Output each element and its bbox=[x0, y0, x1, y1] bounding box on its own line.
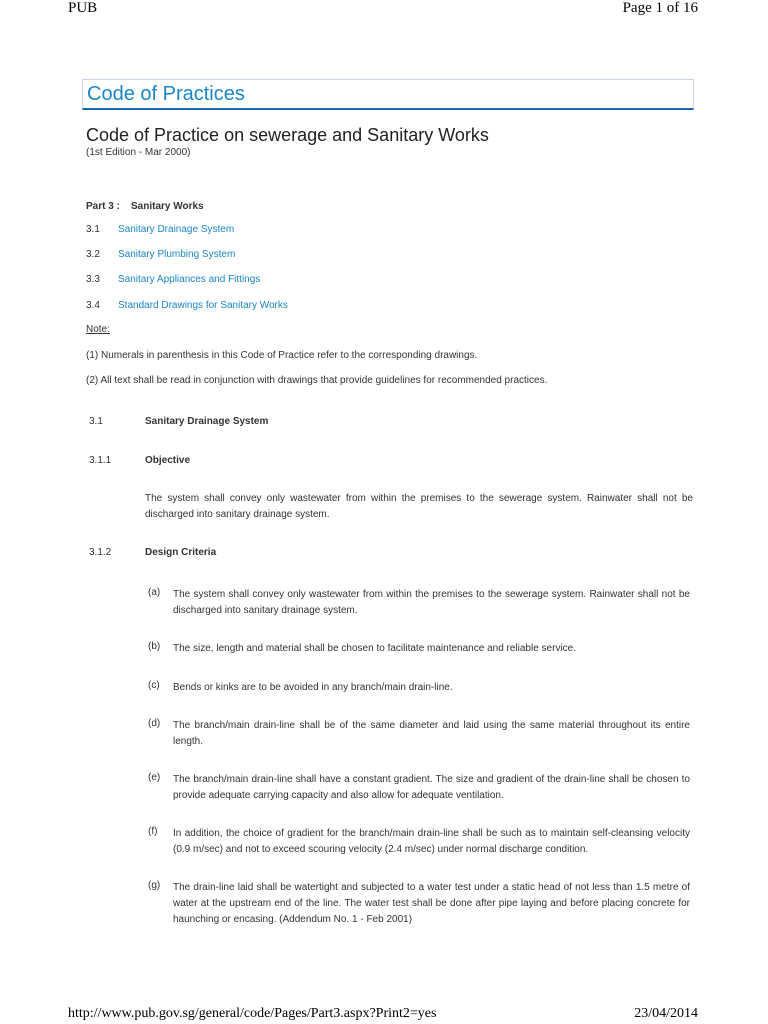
subsection-number: 3.1.1 bbox=[89, 455, 112, 466]
toc-num: 3.2 bbox=[86, 249, 100, 260]
list-item-text: The branch/main drain-line shall have a constant gradient. The size and gradient of the drain-line shall be chosen to provide adequate carrying capacity and also allow for adequate ventilation. bbox=[173, 774, 690, 801]
toc-num: 3.3 bbox=[86, 274, 100, 285]
list-item-text: In addition, the choice of gradient for the branch/main drain-line shall be such as to maintain self-cleansing velocity (0.9 m/sec) and not to exceed scouring velocity (2.4 m/sec) under normal discharge condition. bbox=[173, 828, 690, 855]
list-marker: (f) bbox=[148, 826, 158, 837]
list-marker: (a) bbox=[148, 587, 161, 598]
part-title: Sanitary Works bbox=[131, 201, 204, 212]
subsection-title: Objective bbox=[145, 455, 191, 466]
list-marker: (g) bbox=[148, 880, 161, 891]
document-edition: (1st Edition - Mar 2000) bbox=[86, 147, 191, 158]
note-item: (2) All text shall be read in conjunction with drawings that provide guidelines for recommended practices. bbox=[86, 375, 548, 386]
list-item-text: Bends or kinks are to be avoided in any branch/main drain-line. bbox=[173, 682, 453, 693]
subsection-title: Design Criteria bbox=[145, 547, 217, 558]
document-title: Code of Practice on sewerage and Sanitary Works bbox=[86, 125, 489, 145]
list-item-text: The system shall convey only wastewater from within the premises to the sewerage system. Rainwater shall not be discharged into sanitary drainage system. bbox=[173, 589, 690, 616]
note-label: Note: bbox=[86, 324, 110, 335]
objective-paragraph: The system shall convey only wastewater from within the premises to the sewerage system. Rainwater shall not be discharged into sanitary drainage system. bbox=[145, 493, 693, 520]
toc-link-standard-drawings[interactable]: Standard Drawings for Sanitary Works bbox=[118, 300, 288, 311]
section-title: Sanitary Drainage System bbox=[145, 416, 269, 427]
list-marker: (d) bbox=[148, 718, 161, 729]
list-marker: (e) bbox=[148, 772, 161, 783]
list-item-text: The branch/main drain-line shall be of the same diameter and laid using the same material throughout its entire length. bbox=[173, 720, 690, 747]
list-marker: (b) bbox=[148, 641, 161, 652]
banner-title: Code of Practices bbox=[87, 83, 245, 105]
print-date: 23/04/2014 bbox=[634, 1006, 698, 1021]
section-banner bbox=[82, 79, 694, 110]
list-item-text: The drain-line laid shall be watertight and subjected to a water test under a static head of not less than 1.5 metre of water at the upstream end of the line. The water test shall be done after pipe laying and before placing concrete for haunching or encasing. (Addendum No. 1 - Feb 2001) bbox=[173, 882, 690, 925]
note-item: (1) Numerals in parenthesis in this Code of Practice refer to the corresponding drawings. bbox=[86, 350, 478, 361]
subsection-number: 3.1.2 bbox=[89, 547, 112, 558]
toc-num: 3.4 bbox=[86, 300, 100, 311]
toc-num: 3.1 bbox=[86, 224, 100, 235]
list-item-text: The size, length and material shall be chosen to facilitate maintenance and reliable service. bbox=[173, 643, 577, 654]
page-indicator: Page 1 of 16 bbox=[622, 0, 698, 16]
toc-link-sanitary-drainage[interactable]: Sanitary Drainage System bbox=[118, 224, 235, 235]
part-label: Part 3 : bbox=[86, 201, 120, 212]
list-marker: (c) bbox=[148, 680, 160, 691]
toc-link-sanitary-appliances[interactable]: Sanitary Appliances and Fittings bbox=[118, 274, 261, 285]
print-header-left: PUB bbox=[68, 0, 98, 16]
source-url[interactable]: http://www.pub.gov.sg/general/code/Pages/Part3.aspx?Print2=yes bbox=[68, 1006, 437, 1021]
toc-link-sanitary-plumbing[interactable]: Sanitary Plumbing System bbox=[118, 249, 236, 260]
section-number: 3.1 bbox=[89, 416, 103, 427]
